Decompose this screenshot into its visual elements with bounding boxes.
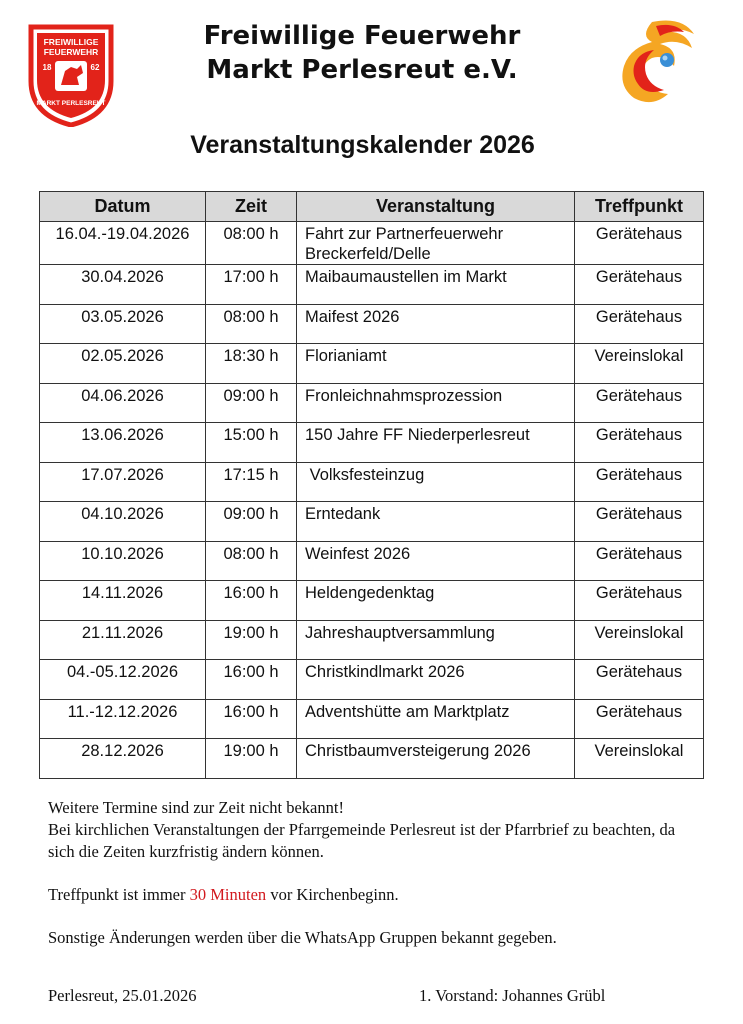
cell-meeting-point: Gerätehaus	[575, 222, 704, 265]
cell-meeting-point: Gerätehaus	[575, 423, 704, 463]
note-whatsapp: Sonstige Änderungen werden über die WhatsApp Gruppen bekannt gegeben.	[48, 928, 557, 947]
cell-event: Christbaumversteigerung 2026	[297, 739, 575, 779]
cell-date: 30.04.2026	[40, 265, 206, 305]
cell-event: Adventshütte am Marktplatz	[297, 699, 575, 739]
cell-event: Fronleichnahmsprozession	[297, 383, 575, 423]
cell-date: 17.07.2026	[40, 462, 206, 502]
table-row	[40, 660, 704, 700]
cell-meeting-point: Gerätehaus	[575, 304, 704, 344]
cell-event: Heldengedenktag	[297, 581, 575, 621]
header-veranstaltung: Veranstaltung	[297, 192, 575, 222]
crest-year-left: 18	[42, 63, 52, 72]
table-row	[40, 423, 704, 463]
cell-meeting-point: Gerätehaus	[575, 502, 704, 542]
cell-time: 18:30 h	[206, 344, 297, 384]
footer-place-date: Perlesreut, 25.01.2026	[48, 986, 197, 1005]
cell-time: 08:00 h	[206, 222, 297, 265]
cell-time: 17:00 h	[206, 265, 297, 305]
table-row	[40, 739, 704, 779]
cell-event: Fahrt zur Partnerfeuerwehr Breckerfeld/Delle	[297, 222, 575, 265]
note-church-events: Bei kirchlichen Veranstaltungen der Pfarrgemeinde Perlesreut ist der Pfarrbrief zu beachten, da sich die Zeiten kurzfristig ändern können.	[48, 820, 676, 861]
cell-date: 04.-05.12.2026	[40, 660, 206, 700]
table-row	[40, 699, 704, 739]
notes-section	[48, 797, 688, 949]
cell-event: Christkindlmarkt 2026	[297, 660, 575, 700]
cell-meeting-point: Gerätehaus	[575, 541, 704, 581]
cell-meeting-point: Gerätehaus	[575, 660, 704, 700]
cell-time: 16:00 h	[206, 699, 297, 739]
cell-date: 21.11.2026	[40, 620, 206, 660]
header-zeit: Zeit	[206, 192, 297, 222]
cell-event: 150 Jahre FF Niederperlesreut	[297, 423, 575, 463]
org-name-line1: Freiwillige Feuerwehr	[203, 21, 521, 51]
table-row	[40, 344, 704, 384]
cell-time: 16:00 h	[206, 581, 297, 621]
cell-time: 19:00 h	[206, 739, 297, 779]
note-meet-prefix: Treffpunkt ist immer	[48, 885, 190, 904]
table-row	[40, 620, 704, 660]
note-meet-highlight: 30 Minuten	[189, 885, 267, 904]
crest-year-right: 62	[90, 63, 100, 72]
cell-event: Maifest 2026	[297, 304, 575, 344]
cell-meeting-point: Vereinslokal	[575, 620, 704, 660]
events-table	[39, 191, 704, 779]
cell-date: 10.10.2026	[40, 541, 206, 581]
cell-date: 02.05.2026	[40, 344, 206, 384]
note-no-other-dates: Weitere Termine sind zur Zeit nicht bekannt!	[48, 798, 344, 817]
phoenix-flame-icon	[612, 14, 700, 110]
cell-event: Erntedank	[297, 502, 575, 542]
cell-date: 03.05.2026	[40, 304, 206, 344]
cell-meeting-point: Gerätehaus	[575, 462, 704, 502]
cell-time: 17:15 h	[206, 462, 297, 502]
table-row	[40, 304, 704, 344]
table-row	[40, 581, 704, 621]
footer-signature: 1. Vorstand: Johannes Grübl	[419, 986, 606, 1005]
cell-meeting-point: Gerätehaus	[575, 581, 704, 621]
table-row	[40, 222, 704, 265]
note-meet-suffix: vor Kirchenbeginn.	[266, 885, 399, 904]
cell-meeting-point: Vereinslokal	[575, 739, 704, 779]
cell-time: 09:00 h	[206, 502, 297, 542]
cell-event: Jahreshauptversammlung	[297, 620, 575, 660]
cell-meeting-point: Gerätehaus	[575, 699, 704, 739]
table-row	[40, 462, 704, 502]
cell-date: 04.10.2026	[40, 502, 206, 542]
cell-meeting-point: Vereinslokal	[575, 344, 704, 384]
cell-time: 19:00 h	[206, 620, 297, 660]
table-row	[40, 541, 704, 581]
cell-date: 04.06.2026	[40, 383, 206, 423]
cell-date: 14.11.2026	[40, 581, 206, 621]
table-row	[40, 502, 704, 542]
table-row	[40, 383, 704, 423]
calendar-title: Veranstaltungskalender 2026	[190, 131, 535, 159]
cell-time: 08:00 h	[206, 541, 297, 581]
crest-text-top1: FREIWILLIGE	[43, 37, 99, 47]
cell-event: Florianiamt	[297, 344, 575, 384]
cell-event: Volksfesteinzug	[297, 462, 575, 502]
cell-time: 09:00 h	[206, 383, 297, 423]
cell-time: 16:00 h	[206, 660, 297, 700]
cell-date: 16.04.-19.04.2026	[40, 222, 206, 265]
fire-brigade-crest-icon	[27, 23, 115, 127]
cell-time: 15:00 h	[206, 423, 297, 463]
table-row	[40, 265, 704, 305]
crest-text-top2: FEUERWEHR	[43, 47, 99, 57]
cell-event: Maibaumaustellen im Markt	[297, 265, 575, 305]
header-treffpunkt: Treffpunkt	[575, 192, 704, 222]
crest-text-bottom: MARKT PERLESREUT	[36, 100, 106, 107]
header-datum: Datum	[40, 192, 206, 222]
cell-meeting-point: Gerätehaus	[575, 265, 704, 305]
cell-date: 28.12.2026	[40, 739, 206, 779]
cell-date: 11.-12.12.2026	[40, 699, 206, 739]
cell-date: 13.06.2026	[40, 423, 206, 463]
note-meeting-point	[48, 884, 688, 906]
cell-event: Weinfest 2026	[297, 541, 575, 581]
org-name-line2: Markt Perlesreut e.V.	[206, 55, 518, 85]
cell-time: 08:00 h	[206, 304, 297, 344]
cell-meeting-point: Gerätehaus	[575, 383, 704, 423]
table-header-row	[40, 192, 704, 222]
